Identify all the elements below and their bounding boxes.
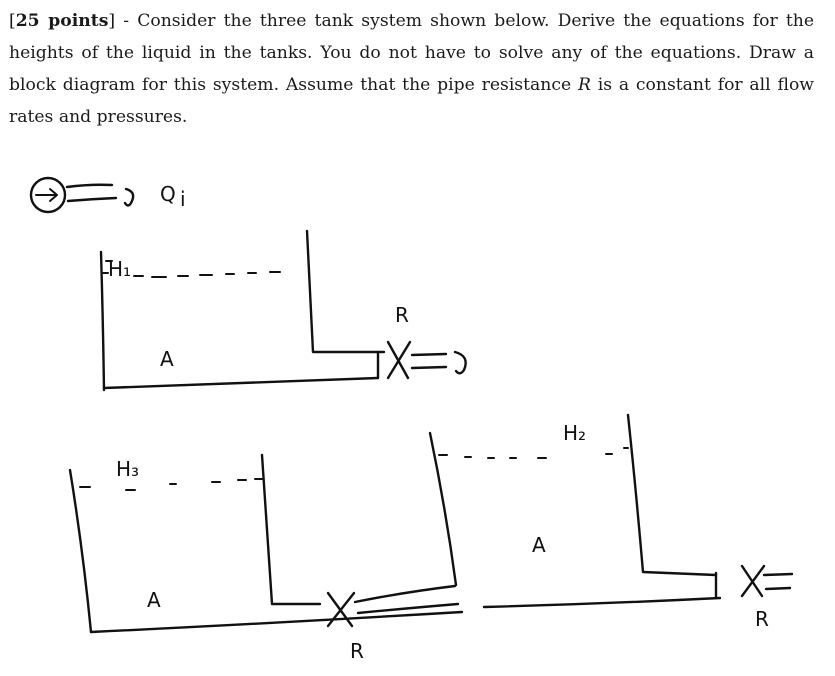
tank-2-area-label: A (532, 533, 546, 557)
tank-3 (70, 455, 462, 632)
valve-3-label: R (755, 607, 769, 631)
valve-2-label: R (350, 639, 364, 663)
tank-3-height-label: H₃ (116, 457, 140, 481)
valve-1-label: R (395, 303, 409, 327)
inflow-pipe (67, 185, 133, 206)
tank-1-area-label: A (160, 347, 174, 371)
tank-2-height-label: H₂ (563, 421, 587, 445)
valve-1-icon (378, 342, 466, 378)
open-bracket: [ (9, 11, 16, 31)
close-bracket: ] (108, 11, 116, 31)
problem-text-part-1: - Consider the three tank system shown below. Derive the equations for the heights of the liquid in the tanks. You do not have to solve any of the equations. Draw a block diagram for this system. Assume that the pipe resistance (9, 11, 814, 95)
problem-text-part-2: is a constant for all flow rates and pressures. (9, 75, 815, 127)
tank-3-area-label: A (147, 588, 161, 612)
inflow-subscript: i (180, 187, 186, 211)
valve-2-icon (328, 586, 458, 626)
pump-icon (31, 178, 65, 212)
resistance-symbol: R (577, 75, 591, 95)
points-label: 25 points (15, 11, 109, 31)
tank-1-height-label: H₁ (108, 257, 132, 281)
valve-3-icon (716, 566, 792, 598)
tank-1 (101, 231, 384, 390)
inflow-label: Q (160, 182, 176, 206)
